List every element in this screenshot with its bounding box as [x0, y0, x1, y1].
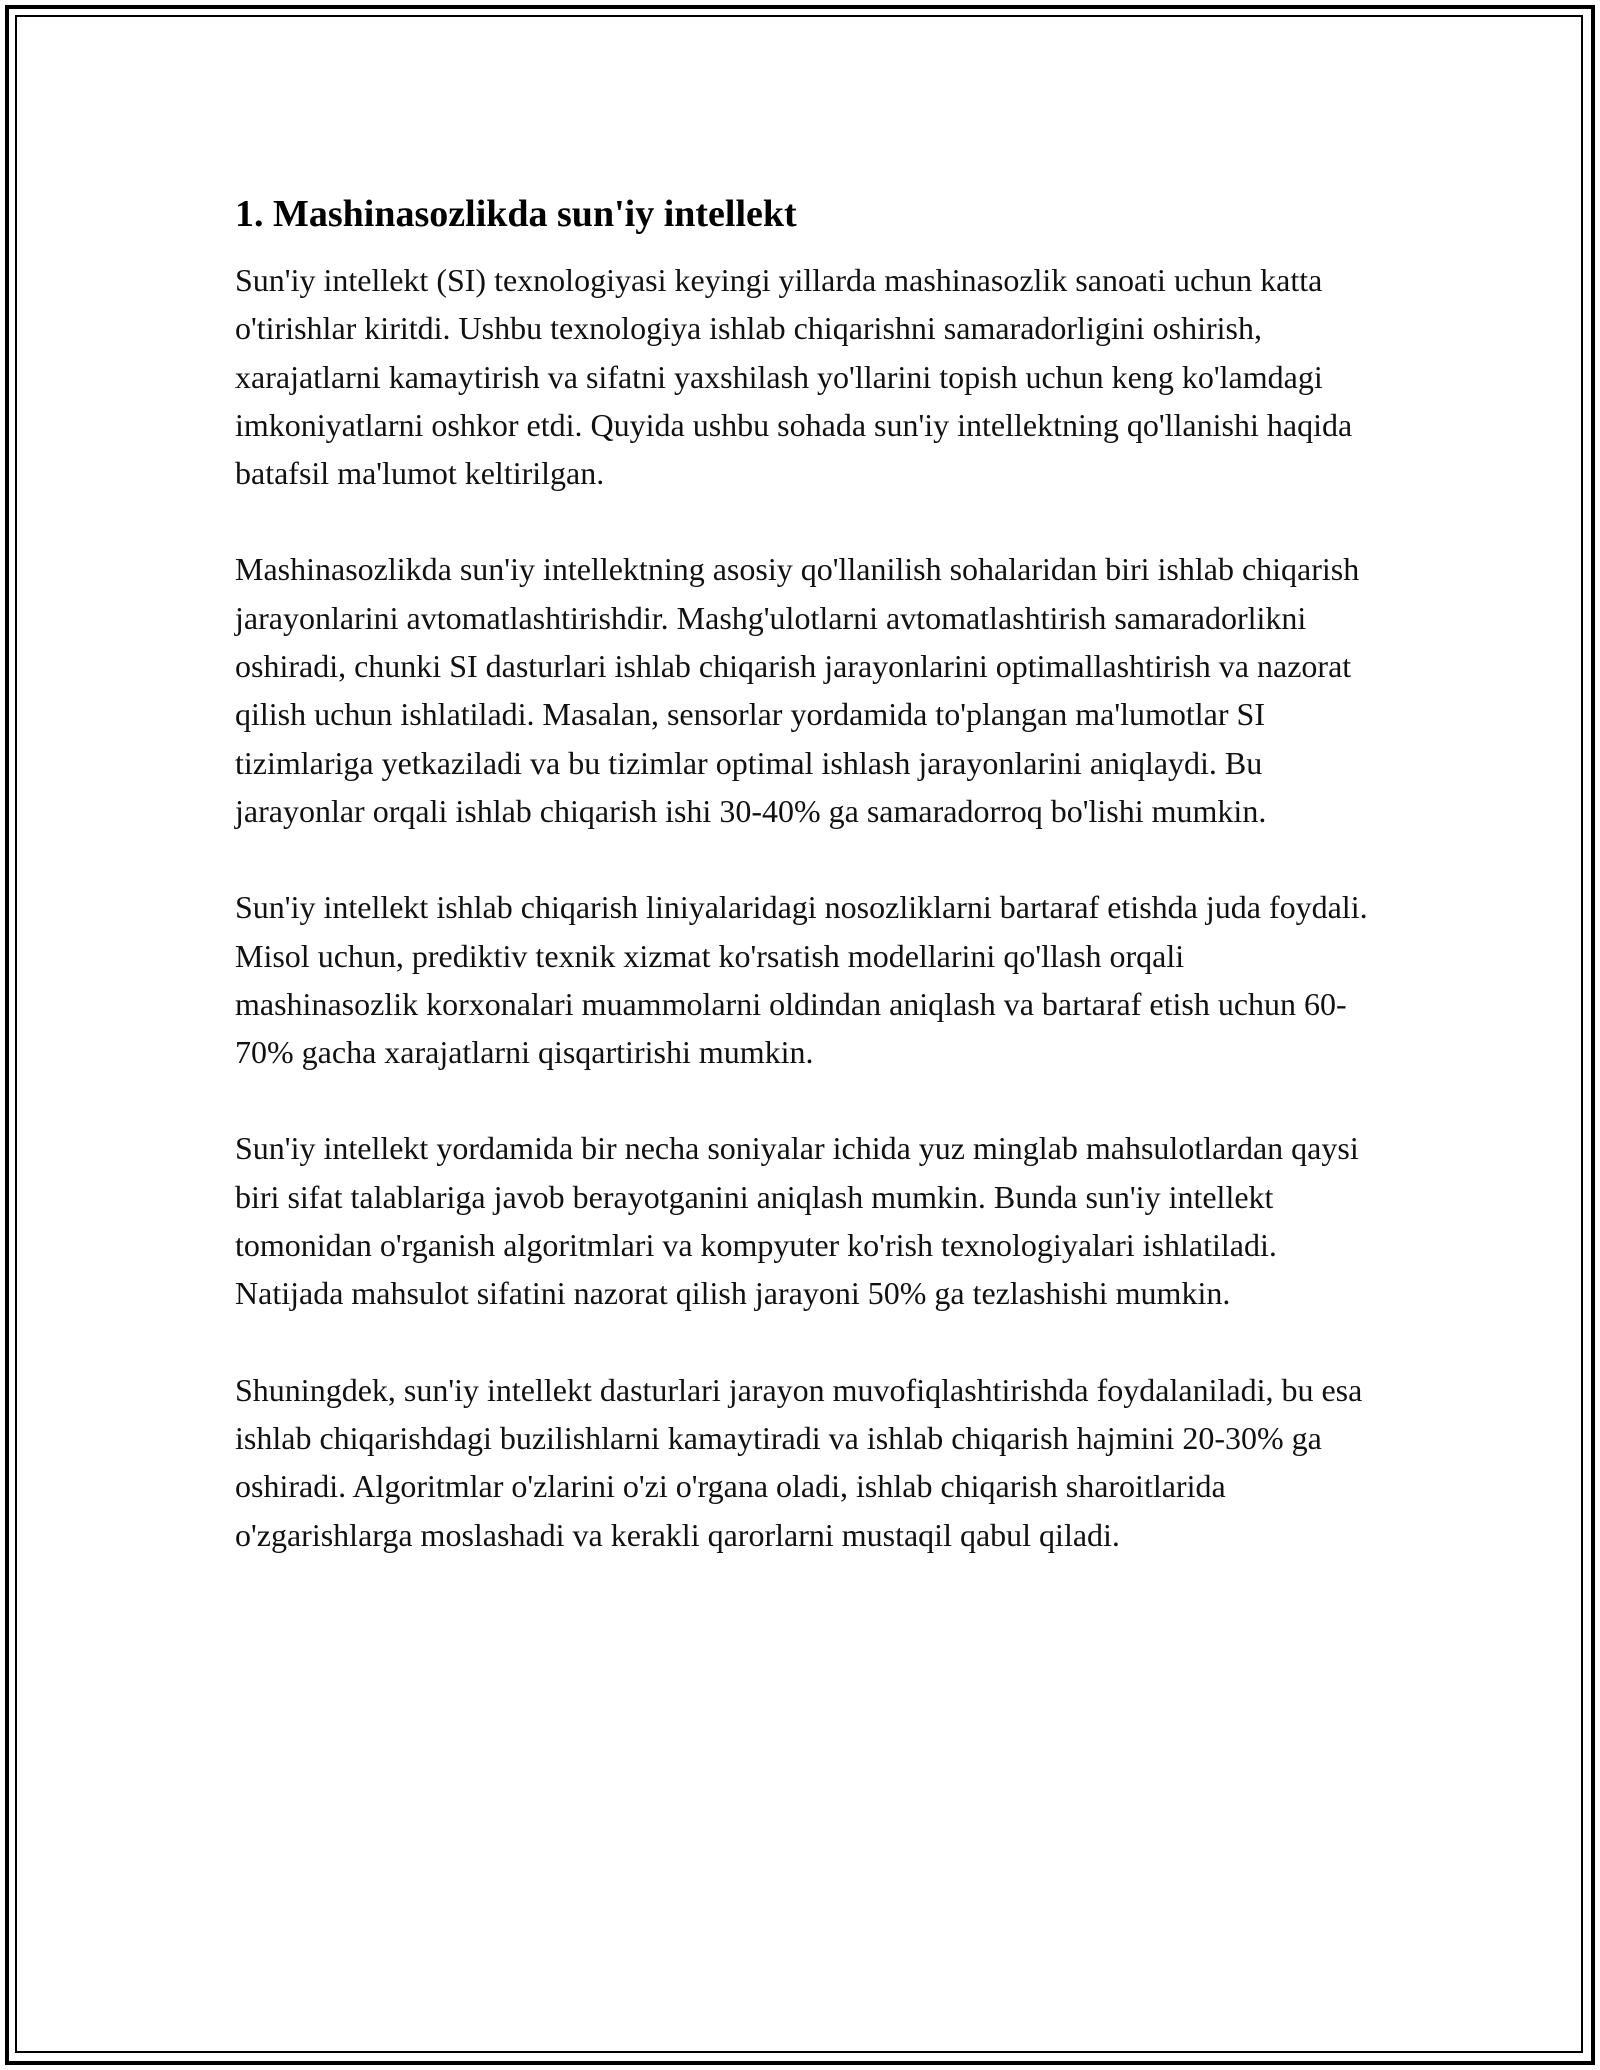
paragraph-3: Sun'iy intellekt ishlab chiqarish liniyalaridagi nosozliklarni bartaraf etishda juda foydali. Misol uchun, prediktiv texnik xizmat ko'rsatish modellarini qo'llash orqali mashinasozlik korxonalari muammolarni oldindan aniqlash va bartaraf etish uchun 60-70% gacha xarajatlarni qisqartirishi mumkin.: [235, 889, 1368, 1071]
paragraph-4: Sun'iy intellekt yordamida bir necha soniyalar ichida yuz minglab mahsulotlardan qaysi biri sifat talablariga javob berayotganini aniqlash mumkin. Bunda sun'iy intellekt tomonidan o'rganish algoritmlari va kompyuter ko'rish texnologiyalari ishlatiladi. Natijada mahsulot sifatini nazorat qilish jarayoni 50% ga tezlashishi mumkin.: [235, 1130, 1359, 1312]
paragraph-5: Shuningdek, sun'iy intellekt dasturlari jarayon muvofiqlashtirishda foydalaniladi, bu esa ishlab chiqarishdagi buzilishlarni kamaytiradi va ishlab chiqarish hajmini 20-30% ga oshiradi. Algoritmlar o'zlarini o'zi o'rgana oladi, ishlab chiqarish sharoitlarida o'zgarishlarga moslashadi va kerakli qarorlarni mustaqil qabul qiladi.: [235, 1371, 1363, 1553]
document-body: [235, 186, 1370, 1607]
paragraph-2: Mashinasozlikda sun'iy intellektning asosiy qo'llanilish sohalaridan biri ishlab chiqarish jarayonlarini avtomatlashtirishdir. Mashg'ulotlarni avtomatlashtirish samaradorlikni oshiradi, chunki SI dasturlari ishlab chiqarish jarayonlarini optimallashtirish va nazorat qilish uchun ishlatiladi. Masalan, sensorlar yordamida to'plangan ma'lumotlar SI tizimlariga yetkaziladi va bu tizimlar optimal ishlash jarayonlarini aniqlaydi. Bu jarayonlar orqali ishlab chiqarish ishi 30-40% ga samaradorroq bo'lishi mumkin.: [235, 551, 1360, 829]
paragraph-1: Sun'iy intellekt (SI) texnologiyasi keyingi yillarda mashinasozlik sanoati uchun katta o'tirishlar kiritdi. Ushbu texnologiya ishlab chiqarishni samaradorligini oshirish, xarajatlarni kamaytirish va sifatni yaxshilash yo'llarini topish uchun keng ko'lamdagi imkoniyatlarni oshkor etdi. Quyida ushbu sohada sun'iy intellektning qo'llanishi haqida batafsil ma'lumot keltirilgan.: [235, 262, 1353, 492]
document-title: 1. Mashinasozlikda sun'iy intellekt: [235, 193, 797, 235]
